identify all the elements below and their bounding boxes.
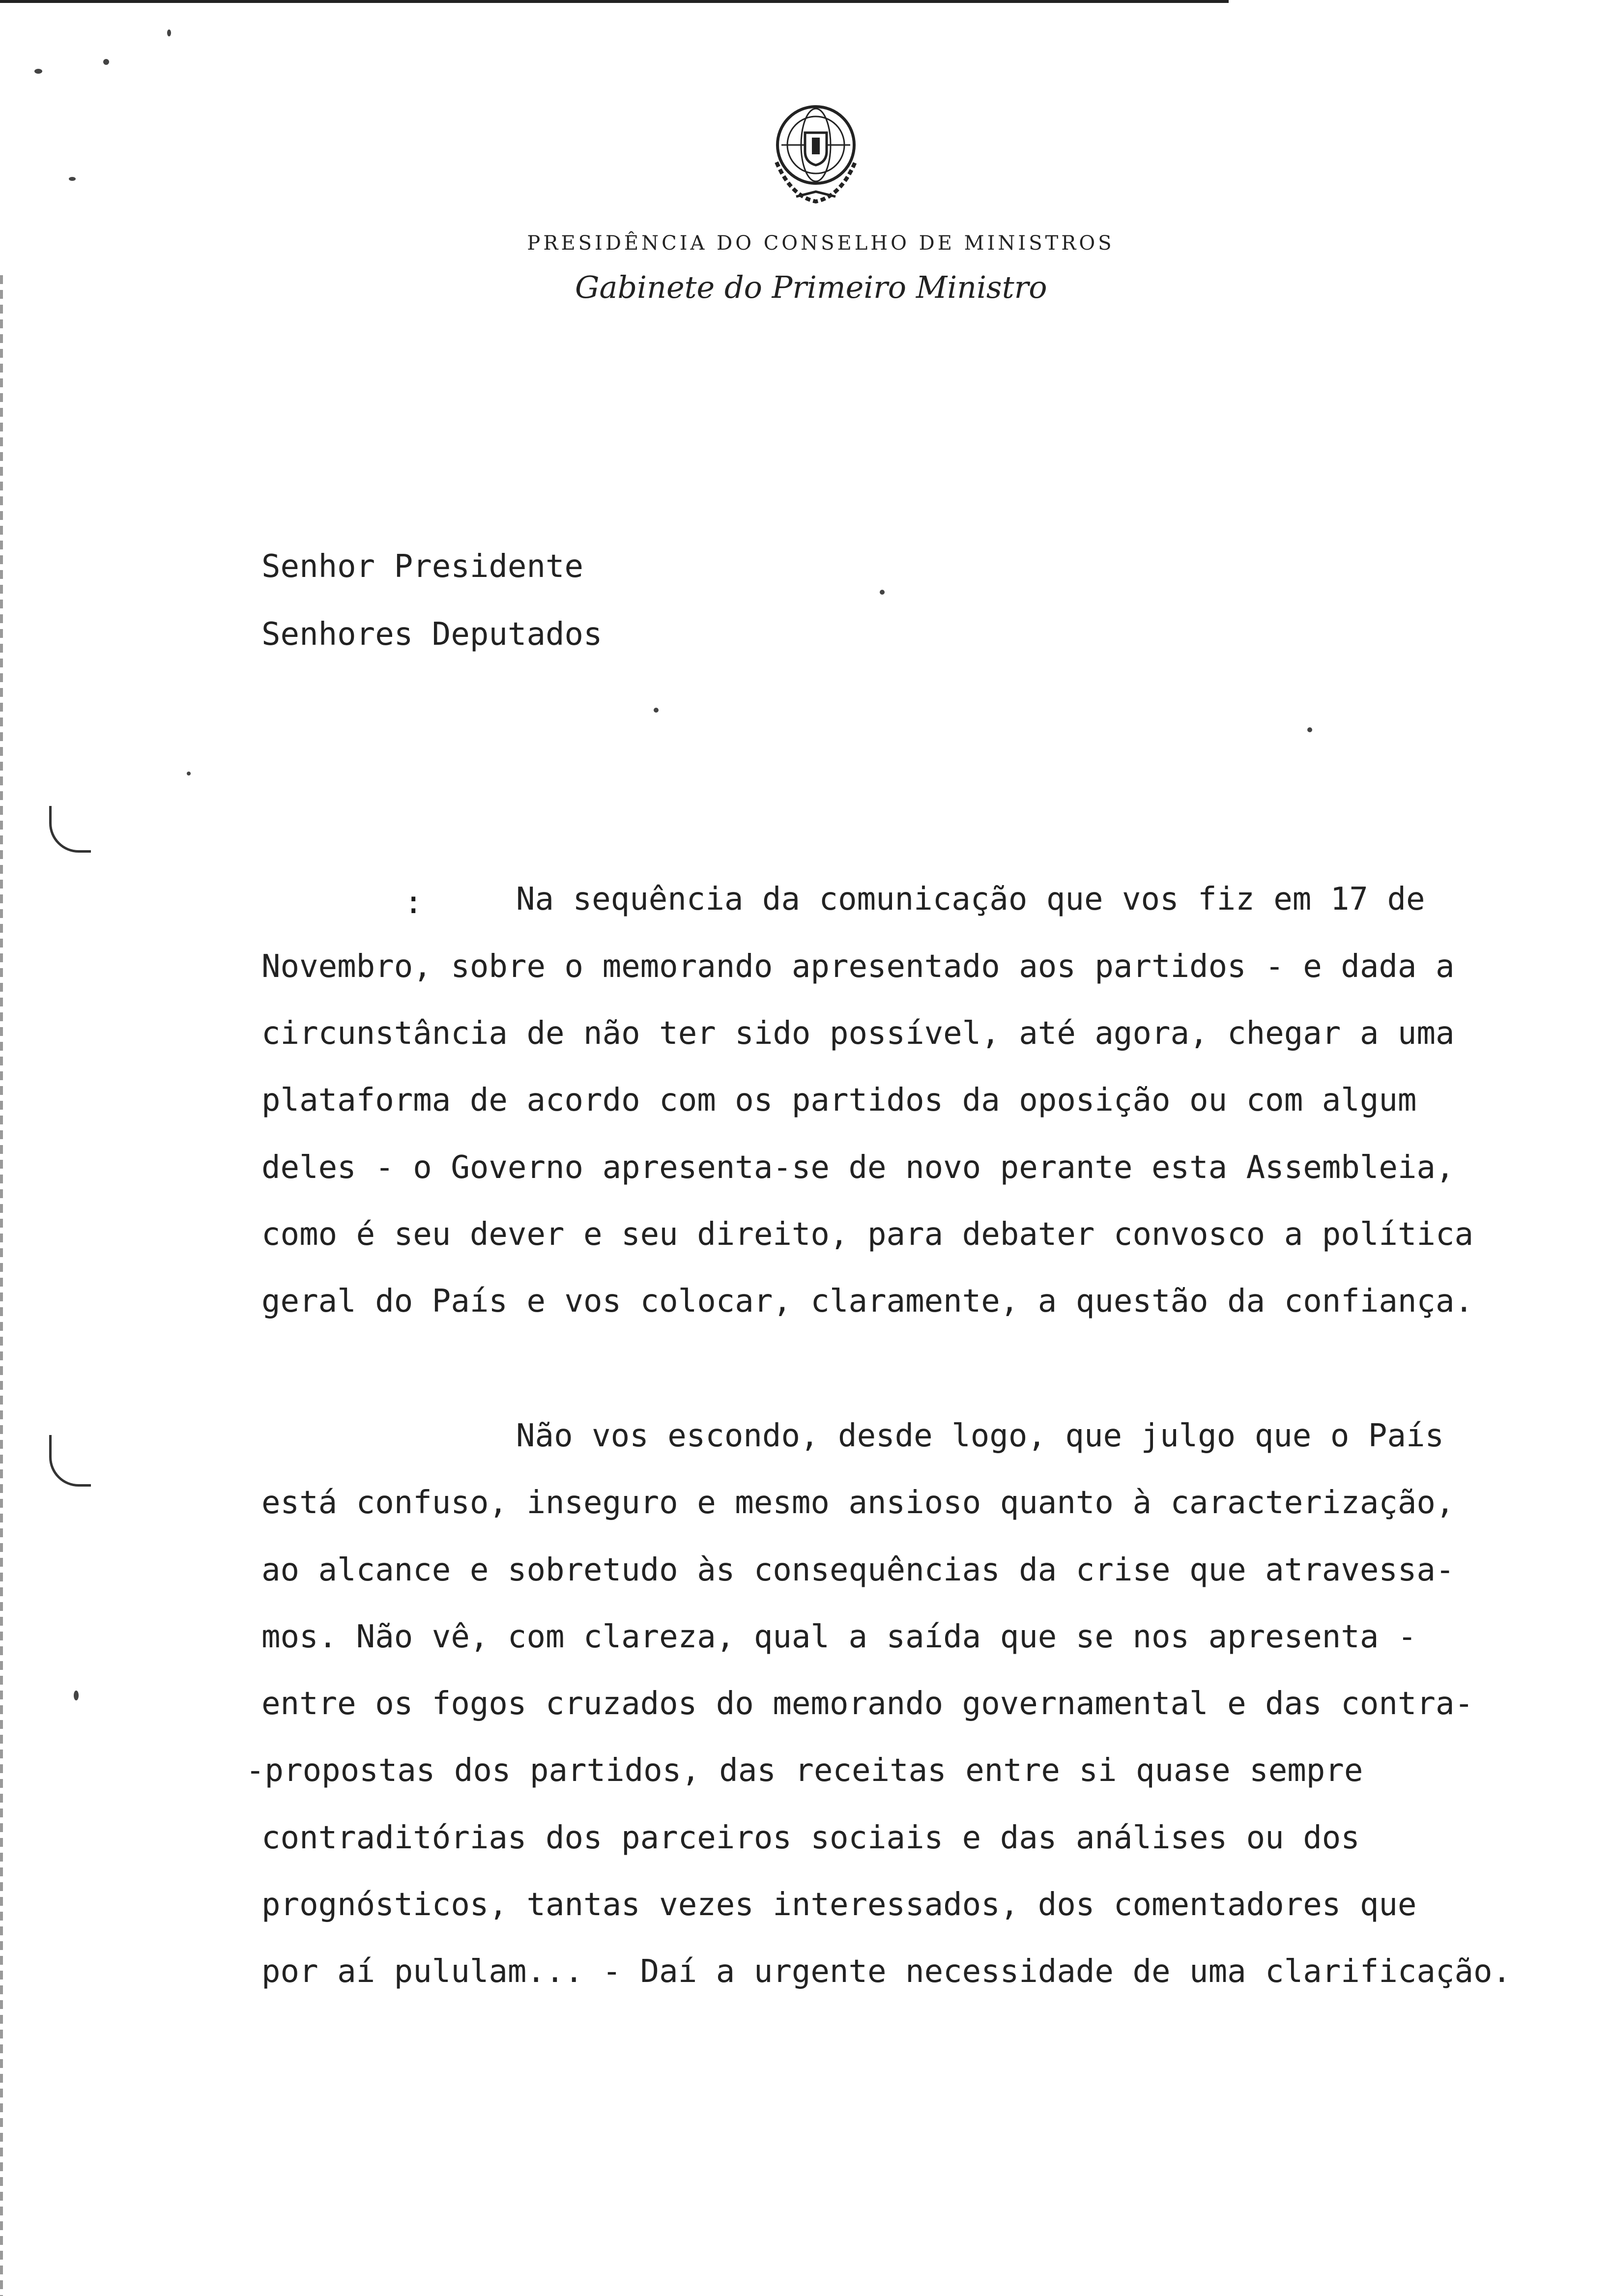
- text-line: Não vos escondo, desde logo, que julgo que o País: [516, 1418, 1444, 1454]
- text-line: entre os fogos cruzados do memorando governamental e das contra-: [261, 1686, 1473, 1722]
- scan-speck: [167, 29, 171, 36]
- office-subtitle: Gabinete do Primeiro Ministro: [575, 269, 1047, 305]
- scan-speck: [69, 177, 76, 181]
- text-line: como é seu dever e seu direito, para debater convosco a política: [261, 1216, 1473, 1253]
- scan-speck: [187, 772, 191, 775]
- text-line: deles - o Governo apresenta-se de novo perante esta Assembleia,: [261, 1149, 1455, 1186]
- text-line: mos. Não vê, com clareza, qual a saída que se nos apresenta -: [261, 1619, 1417, 1655]
- coat-of-arms-icon: [767, 98, 865, 206]
- office-title: PRESIDÊNCIA DO CONSELHO DE MINISTROS: [527, 232, 1115, 255]
- text-line: geral do País e vos colocar, claramente, a questão da confiança.: [261, 1283, 1473, 1320]
- text-line: Novembro, sobre o memorando apresentado aos partidos - e dada a: [261, 948, 1455, 985]
- text-line: contraditórias dos parceiros sociais e das análises ou dos: [261, 1820, 1360, 1856]
- salutation-line: Senhor Presidente: [261, 548, 584, 585]
- text-line: -propostas dos partidos, das receitas entre si quase sempre: [246, 1752, 1363, 1789]
- text-line: Na sequência da comunicação que vos fiz em 17 de: [516, 881, 1425, 918]
- scan-artifact: [49, 1435, 91, 1487]
- text-line: ao alcance e sobretudo às consequências da crise que atravessa-: [261, 1552, 1455, 1588]
- salutation-line: Senhores Deputados: [261, 616, 603, 653]
- top-rule: [0, 0, 1229, 3]
- scan-speck: [74, 1691, 79, 1700]
- left-binding-edge: [0, 275, 3, 2296]
- paragraph-mark: :: [404, 885, 423, 921]
- scan-speck: [880, 590, 885, 595]
- text-line: prognósticos, tantas vezes interessados, dos comentadores que: [261, 1887, 1417, 1923]
- scan-speck: [103, 59, 109, 65]
- scan-speck: [654, 708, 659, 713]
- text-line: está confuso, inseguro e mesmo ansioso quanto à caracterização,: [261, 1485, 1455, 1521]
- scan-speck: [34, 69, 42, 74]
- scan-artifact: [49, 806, 91, 853]
- text-line: plataforma de acordo com os partidos da oposição ou com algum: [261, 1082, 1417, 1119]
- text-line: circunstância de não ter sido possível, até agora, chegar a uma: [261, 1015, 1455, 1052]
- text-line: por aí pululam... - Daí a urgente necessidade de uma clarificação.: [261, 1953, 1512, 1990]
- scan-speck: [1307, 727, 1312, 732]
